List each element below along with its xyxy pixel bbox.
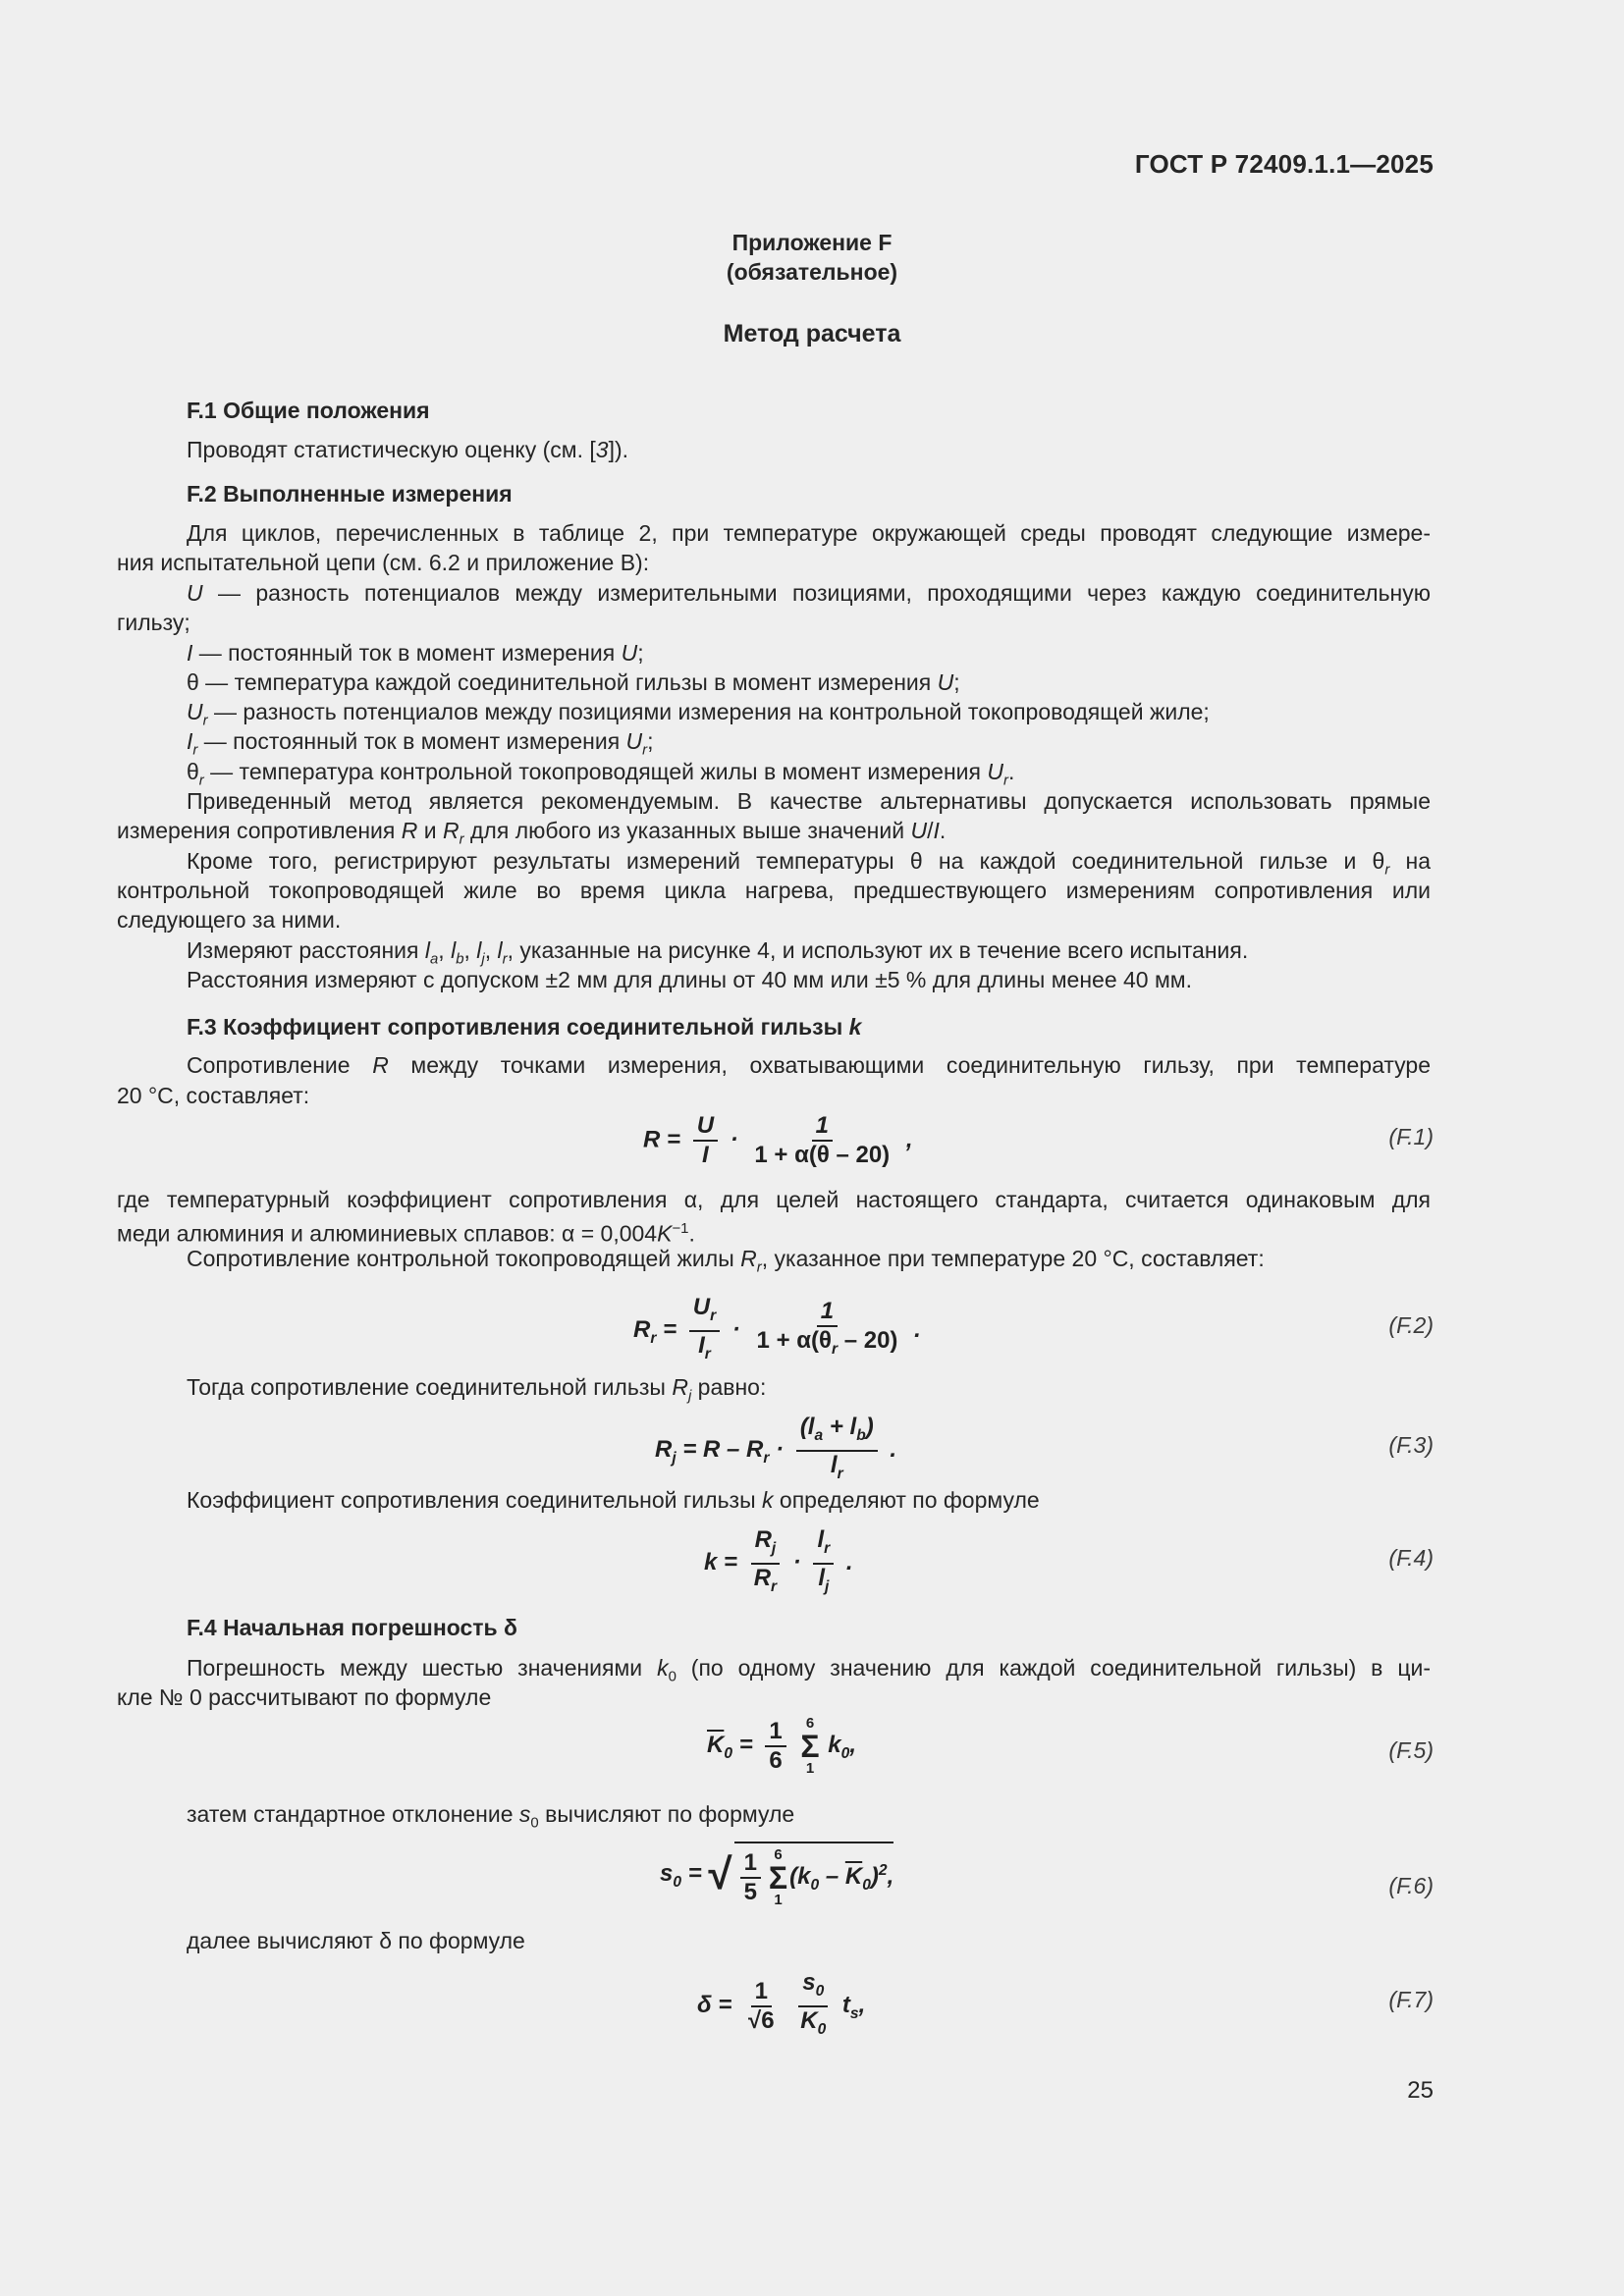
fraction — [796, 1414, 878, 1488]
formula-f1 — [643, 1112, 913, 1169]
fraction — [796, 1969, 830, 2044]
f4-s0-line: затем стандартное отклонение $s_0$ вычисляют по формуле — [187, 1801, 795, 1832]
method-title: Метод расчета — [723, 320, 901, 347]
summation-sign — [800, 1716, 819, 1777]
denominator: I — [702, 1142, 709, 1168]
multiply-dot: · — [731, 1316, 740, 1344]
f4-paragraph-line-cont: кле № 0 рассчитывают по формуле — [117, 1684, 492, 1710]
fraction — [740, 1849, 761, 1906]
sum-lower-limit: 1 — [774, 1892, 783, 1908]
formula-number: (F.5) — [1388, 1737, 1434, 1763]
denominator: 6 — [769, 1747, 783, 1774]
f2-register-line-cont: контрольной токопроводящей жиле во время цикла нагрева, предшествующего измерениям сопротивления или — [117, 878, 1431, 903]
fraction — [744, 1978, 779, 2035]
denominator: 5 — [743, 1879, 757, 1905]
f3-rj-line: Тогда сопротивление соединительной гильзы $R_j$ равно: — [187, 1374, 767, 1405]
f2-paragraph-line: ния испытательной цепи (см. 6.2 и приложение В): — [117, 550, 650, 575]
formula-number: (F.3) — [1388, 1432, 1434, 1458]
section-heading-f3: F.3 Коэффициент сопротивления соединительной гильзы k — [187, 1014, 862, 1040]
formula-number: (F.7) — [1388, 1987, 1434, 2012]
f3-paragraph-line: Сопротивление R между точками измерения, охватывающими соединительную гильзу, при температуре — [187, 1052, 1431, 1078]
fraction — [813, 1526, 834, 1601]
multiply-dot: · — [792, 1549, 801, 1576]
section-heading-f4: F.4 Начальная погрешность δ — [187, 1615, 517, 1640]
f3-k-line: Коэффициент сопротивления соединительной гильзы k определяют по формуле — [187, 1487, 1040, 1513]
f2-paragraph-line: Для циклов, перечисленных в таблице 2, при температуре окружающей среды проводят следующие измере- — [187, 520, 1431, 546]
f2-ur-definition: $U_r$ — разность потенциалов между позициями измерения на контрольной токопроводящей жиле; — [187, 699, 1210, 729]
section-heading-f1: F.1 Общие положения — [187, 398, 430, 423]
sum-lower-limit: 1 — [805, 1760, 815, 1777]
f2-ir-definition: $I_r$ — постоянный ток в момент измерения $U_r$; — [187, 728, 654, 759]
f4-delta-line: далее вычисляют δ по формуле — [187, 1928, 525, 1953]
sigma-symbol: Σ — [768, 1860, 788, 1896]
fraction — [753, 1298, 902, 1363]
formula-f6 — [660, 1842, 893, 1908]
page-number: 25 — [1407, 2077, 1434, 2104]
formula-number: (F.4) — [1388, 1545, 1434, 1571]
appendix-label: Приложение F — [731, 230, 893, 255]
formula-f7 — [697, 1969, 865, 2044]
f2-distances-line: Измеряют расстояния $l_a$, $l_b$, $l_j$, $l_r$, указанные на рисунке 4, и используют их в течение всего испытания. — [187, 937, 1249, 968]
f2-u-definition-cont: гильзу; — [117, 610, 190, 635]
fraction — [689, 1294, 720, 1368]
section-f1-text: Проводят статистическую оценку (см. [3]). — [187, 437, 629, 462]
denominator: √6 — [748, 2006, 775, 2034]
f3-where-line: где температурный коэффициент сопротивления α, для целей настоящего стандарта, считается одинаковым для — [117, 1187, 1431, 1212]
numerator: 1 — [751, 1978, 772, 2007]
formula-lhs: δ = — [697, 1992, 732, 2019]
f2-register-line: Кроме того, регистрируют результаты измерений температуры θ на каждой соединительной гильзе и $\theta_r$ на — [187, 848, 1431, 879]
numerator: $l_r$ — [813, 1526, 834, 1565]
sum-upper-limit: 6 — [774, 1846, 783, 1863]
f2-thetar-definition: $\theta_r$ — температура контрольной токопроводящей жилы в момент измерения $U_r$. — [187, 759, 1015, 789]
formula-tail: $k_0$, — [828, 1732, 857, 1763]
denominator: $l_j$ — [818, 1564, 830, 1595]
numerator: $s_0$ — [798, 1969, 828, 2007]
appendix-title — [0, 228, 1624, 287]
f2-alternative-line: Приведенный метод является рекомендуемым. В качестве альтернативы допускается использовать прямые — [187, 788, 1431, 814]
numerator: 1 — [740, 1849, 761, 1879]
formula-lhs: k = — [704, 1549, 738, 1576]
square-root — [708, 1842, 893, 1908]
fraction — [765, 1718, 785, 1775]
f2-u-definition: U — разность потенциалов между измерительными позициями, проходящими через каждую соединительную — [187, 580, 1431, 606]
multiply-dot: · — [730, 1126, 738, 1153]
denominator: $R_r$ — [753, 1564, 778, 1595]
appendix-status: (обязательное) — [726, 259, 898, 285]
denominator: $I_r$ — [698, 1331, 711, 1362]
radical-sign: √ — [708, 1850, 732, 1898]
formula-f4 — [704, 1526, 853, 1601]
f2-theta-definition: θ — температура каждой соединительной гильзы в момент измерения U; — [187, 669, 960, 695]
formula-tail: . — [890, 1436, 897, 1464]
section-heading-f2: F.2 Выполненные измерения — [187, 481, 513, 507]
numerator: 1 — [765, 1718, 785, 1747]
fraction — [750, 1112, 893, 1169]
formula-lhs: $R_j = R - R_r$ · — [655, 1436, 785, 1467]
numerator: $(l_a + l_b)$ — [796, 1414, 878, 1452]
formula-tail: $(k_0 - \overline{K}_0)^2$, — [789, 1861, 894, 1894]
denominator: $1 + \alpha(\theta_r - 20)$ — [756, 1327, 898, 1359]
formula-lhs: $\overline{K}_0$ = — [707, 1732, 753, 1763]
numerator: 1 — [812, 1112, 833, 1142]
radicand — [734, 1842, 894, 1908]
fraction — [750, 1526, 781, 1601]
summation-sign — [769, 1847, 787, 1908]
f2-register-line-end: следующего за ними. — [117, 907, 342, 933]
numerator: $R_j$ — [751, 1526, 781, 1565]
numerator: 1 — [817, 1298, 838, 1327]
f3-paragraph-line-cont: 20 °С, составляет: — [117, 1083, 310, 1108]
formula-tail: $t_s$, — [841, 1992, 866, 2022]
fraction — [693, 1112, 718, 1169]
numerator: U — [693, 1112, 718, 1142]
standard-code: ГОСТ Р 72409.1.1—2025 — [1134, 149, 1434, 179]
denominator: 1 + α(θ – 20) — [754, 1142, 891, 1168]
formula-tail: . — [914, 1316, 921, 1344]
denominator: $\overline{K}_0$ — [800, 2006, 827, 2038]
formula-f5 — [707, 1716, 856, 1777]
f4-paragraph-line: Погрешность между шестью значениями $k_0$ (по одному значению для каждой соединительной гильзы) в ци- — [187, 1655, 1431, 1685]
formula-number: (F.1) — [1388, 1124, 1434, 1149]
sigma-symbol: Σ — [800, 1729, 820, 1764]
denominator: $l_r$ — [830, 1451, 843, 1482]
f2-tolerance-line: Расстояния измеряют с допуском ±2 мм для длины от 40 мм или ±5 % для длины менее 40 мм. — [187, 967, 1192, 992]
formula-f3 — [655, 1414, 896, 1488]
formula-f2 — [633, 1294, 921, 1368]
f3-rr-line: Сопротивление контрольной токопроводящей жилы $R_r$, указанное при температуре 20 °С, составляет: — [187, 1246, 1265, 1276]
f2-i-definition: I — постоянный ток в момент измерения U; — [187, 640, 644, 666]
numerator: $U_r$ — [689, 1294, 720, 1332]
f2-alternative-line-cont: измерения сопротивления R и $R_r$ для любого из указанных выше значений U/I. — [117, 818, 947, 848]
formula-tail: , — [905, 1126, 913, 1153]
formula-tail: . — [845, 1549, 853, 1576]
formula-lhs: $s_0$ = — [660, 1860, 702, 1892]
f3-where-line-cont: меди алюминия и алюминиевых сплавов: $\alpha = 0,004K^{-1}$. — [117, 1220, 695, 1247]
formula-lhs: $R_r$ = — [633, 1316, 677, 1347]
formula-lhs: R = — [643, 1126, 681, 1153]
sum-upper-limit: 6 — [805, 1715, 815, 1732]
formula-number: (F.2) — [1388, 1312, 1434, 1338]
formula-number: (F.6) — [1388, 1873, 1434, 1898]
